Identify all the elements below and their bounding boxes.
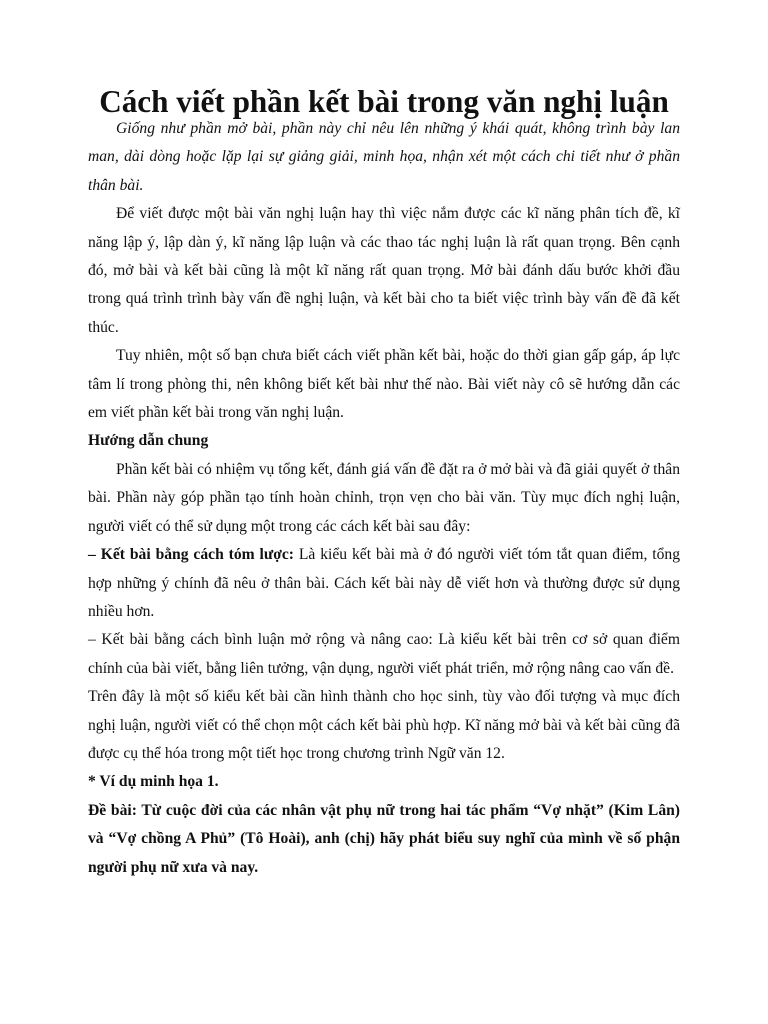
bullet-summary-text: Là kiểu kết bài mà ở đó người viết tóm tắt quan điểm, tổng hợp những ý chính đã nêu ở thân bài. Cách kết bài này dễ viết hơn và thường được sử dụng nhiều hơn. bbox=[88, 546, 680, 620]
bullet-commentary: – Kết bài bằng cách bình luận mở rộng và nâng cao: Là kiểu kết bài trên cơ sở quan điểm chính của bài viết, bằng liên tưởng, vận dụng, người viết phát triển, mở rộng nâng cao vấn đề. bbox=[88, 631, 680, 677]
bullet-summary bbox=[88, 541, 680, 626]
intro-paragraph: Giống như phần mở bài, phần này chỉ nêu lên những ý khái quát, không trình bày lan man, dài dòng hoặc lặp lại sự giảng giải, minh họa, nhận xét một cách chi tiết như ở phần thân bài. bbox=[88, 120, 680, 194]
section-heading-general: Hướng dẫn chung bbox=[88, 432, 209, 450]
document-title: Cách viết phần kết bài trong văn nghị luận bbox=[99, 84, 669, 119]
body-paragraph-2: Tuy nhiên, một số bạn chưa biết cách viết phần kết bài, hoặc do thời gian gấp gáp, áp lực tâm lí trong phòng thi, nên không biết kết bài như thế nào. Bài viết này cô sẽ hướng dẫn các em viết phần kết bài trong văn nghị luận. bbox=[88, 347, 680, 422]
example-prompt: Đề bài: Từ cuộc đời của các nhân vật phụ nữ trong hai tác phẩm “Vợ nhặt” (Kim Lân) và “Vợ chồng A Phủ” (Tô Hoài), anh (chị) hãy phát biểu suy nghĩ của mình về số phận người phụ nữ xưa và nay. bbox=[88, 801, 680, 876]
body-paragraph-4: Trên đây là một số kiểu kết bài cần hình thành cho học sinh, tùy vào đối tượng và mục đích nghị luận, người viết có thể chọn một cách kết bài phù hợp. Kĩ năng mở bài và kết bài cũng đã được cụ thể hóa trong một tiết học trong chương trình Ngữ văn 12. bbox=[88, 688, 680, 762]
body-paragraph-3: Phần kết bài có nhiệm vụ tổng kết, đánh giá vấn đề đặt ra ở mở bài và đã giải quyết ở thân bài. Phần này góp phần tạo tính hoàn chỉnh, trọn vẹn cho bài văn. Tùy mục đích nghị luận, người viết có thể sử dụng một trong các cách kết bài sau đây: bbox=[88, 460, 680, 535]
example-heading: * Ví dụ minh họa 1. bbox=[88, 773, 219, 791]
body-paragraph-1: Để viết được một bài văn nghị luận hay thì việc nắm được các kĩ năng phân tích đề, kĩ năng lập ý, lập dàn ý, kĩ năng lập luận và các thao tác nghị luận là rất quan trọng. Bên cạnh đó, mở bài và kết bài cũng là một kĩ năng rất quan trọng. Mở bài đánh dấu bước khởi đầu trong quá trình trình bày vấn đề nghị luận, và kết bài cho ta biết việc trình bày vấn đề đã kết thúc. bbox=[88, 205, 680, 336]
bullet-summary-label: – Kết bài bằng cách tóm lược: bbox=[88, 546, 294, 564]
